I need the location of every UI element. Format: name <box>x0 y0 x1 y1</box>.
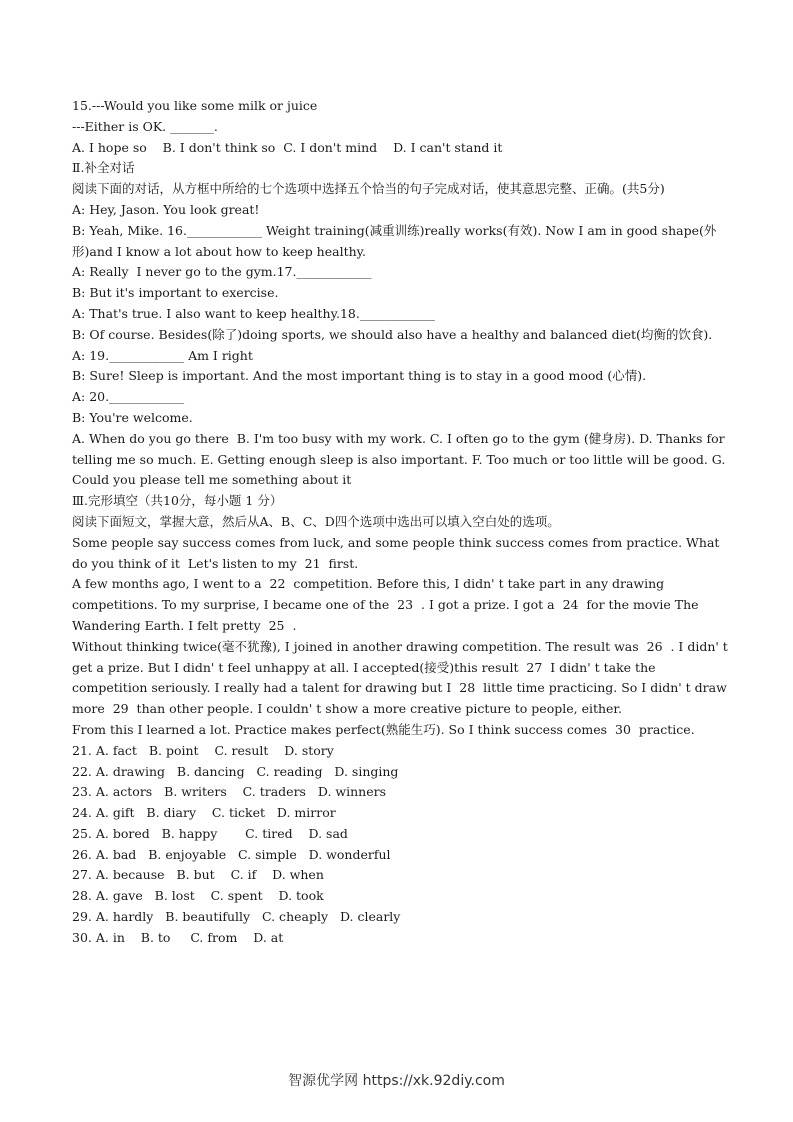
dialogue-line: A: 19.____________ Am I right <box>72 347 253 363</box>
cloze-options <box>72 741 728 949</box>
dialogue-choices: A. When do you go there B. I'm too busy with my work. C. I often go to the gym (健身房). D. Thanks for telling me so much. E. Getting enough sleep is also important. F. Too much or too little will be good. G. Could you please tell me something about it <box>72 430 730 488</box>
dialogue-line: A: Really I never go to the gym.17.____________ <box>72 264 372 280</box>
dialogue-line: A: That's true. I also want to keep healthy.18.____________ <box>72 305 435 321</box>
cloze-option-row: 25. A. bored B. happy C. tired D. sad <box>72 825 348 841</box>
section-3-heading: Ⅲ.完形填空（共10分，每小题 1 分） <box>72 493 283 509</box>
passage-paragraph: A few months ago, I went to a 22 competition. Before this, I didn' t take part in any drawing competitions. To my surprise, I became one of the 23 . I got a prize. I got a 24 for the movie The Wandering Earth. I felt pretty 25 . <box>72 576 703 633</box>
cloze-option-row: 26. A. bad B. enjoyable C. simple D. wonderful <box>72 846 391 862</box>
cloze-option-row: 23. A. actors B. writers C. traders D. winners <box>72 784 386 800</box>
page-footer-watermark: 智源优学网 https://xk.92diy.com <box>288 1073 505 1089</box>
passage-paragraph: Without thinking twice(毫不犹豫), I joined in another drawing competition. The result was 26 . I didn' t get a prize. But I didn' t feel unhappy at all. I accepted(接受)this result 27 I didn' t take the competition seriously. I really had a talent for drawing but I 28 little time practicing. So I didn' t draw more 29 than other people. I couldn' t show a more creative picture to people, either. <box>72 638 732 717</box>
dialogue-line: B: Sure! Sleep is important. And the most important thing is to stay in a good mood (心情). <box>72 368 647 384</box>
cloze-option-row: 27. A. because B. but C. if D. when <box>72 867 324 883</box>
dialogue-line: B: You're welcome. <box>72 409 193 425</box>
cloze-option-row: 22. A. drawing B. dancing C. reading D. singing <box>72 763 399 779</box>
q15-line1: 15.---Would you like some milk or juice <box>72 98 318 113</box>
cloze-option-row: 30. A. in B. to C. from D. at <box>72 929 284 945</box>
dialogue-line: A: 20.____________ <box>72 389 185 405</box>
cloze-option-row: 21. A. fact B. point C. result D. story <box>72 742 334 758</box>
passage-paragraph: Some people say success comes from luck, and some people think success comes from practice. What do you think of it Let's listen to my 21 first. <box>72 534 724 571</box>
q15-line2: ---Either is OK. _______. <box>72 118 218 134</box>
section-3-instruction: 阅读下面短文，掌握大意，然后从A、B、C、D四个选项中选出可以填入空白处的选项。 <box>72 513 560 529</box>
question-15 <box>72 96 728 158</box>
cloze-option-row: 24. A. gift B. diary C. ticket D. mirror <box>72 805 336 821</box>
dialogue-line: B: But it's important to exercise. <box>72 285 279 301</box>
dialogue-line: B: Of course. Besides(除了)doing sports, we should also have a healthy and balanced diet(均衡的饮食). <box>72 326 713 342</box>
section-2-instruction: 阅读下面的对话，从方框中所给的七个选项中选择五个恰当的句子完成对话，使其意思完整、正确。(共5分) <box>72 181 665 197</box>
cloze-option-row: 29. A. hardly B. beautifully C. cheaply D. clearly <box>72 909 401 925</box>
section-2-heading: Ⅱ.补全对话 <box>72 160 135 176</box>
passage-paragraph: From this I learned a lot. Practice makes perfect(熟能生巧). So I think success comes 30 practice. <box>72 721 695 737</box>
dialogue-line: A: Hey, Jason. You look great! <box>72 201 260 217</box>
dialogue-line: B: Yeah, Mike. 16.____________ Weight training(减重训练)really works(有效). Now I am in good shape(外形)and I know a lot about how to keep healthy. <box>72 222 717 259</box>
section-2 <box>72 158 728 491</box>
document-page <box>72 96 732 949</box>
cloze-option-row: 28. A. gave B. lost C. spent D. took <box>72 888 324 904</box>
q15-options: A. I hope so B. I don't think so C. I don't mind D. I can't stand it <box>72 139 503 155</box>
section-3 <box>72 491 732 949</box>
